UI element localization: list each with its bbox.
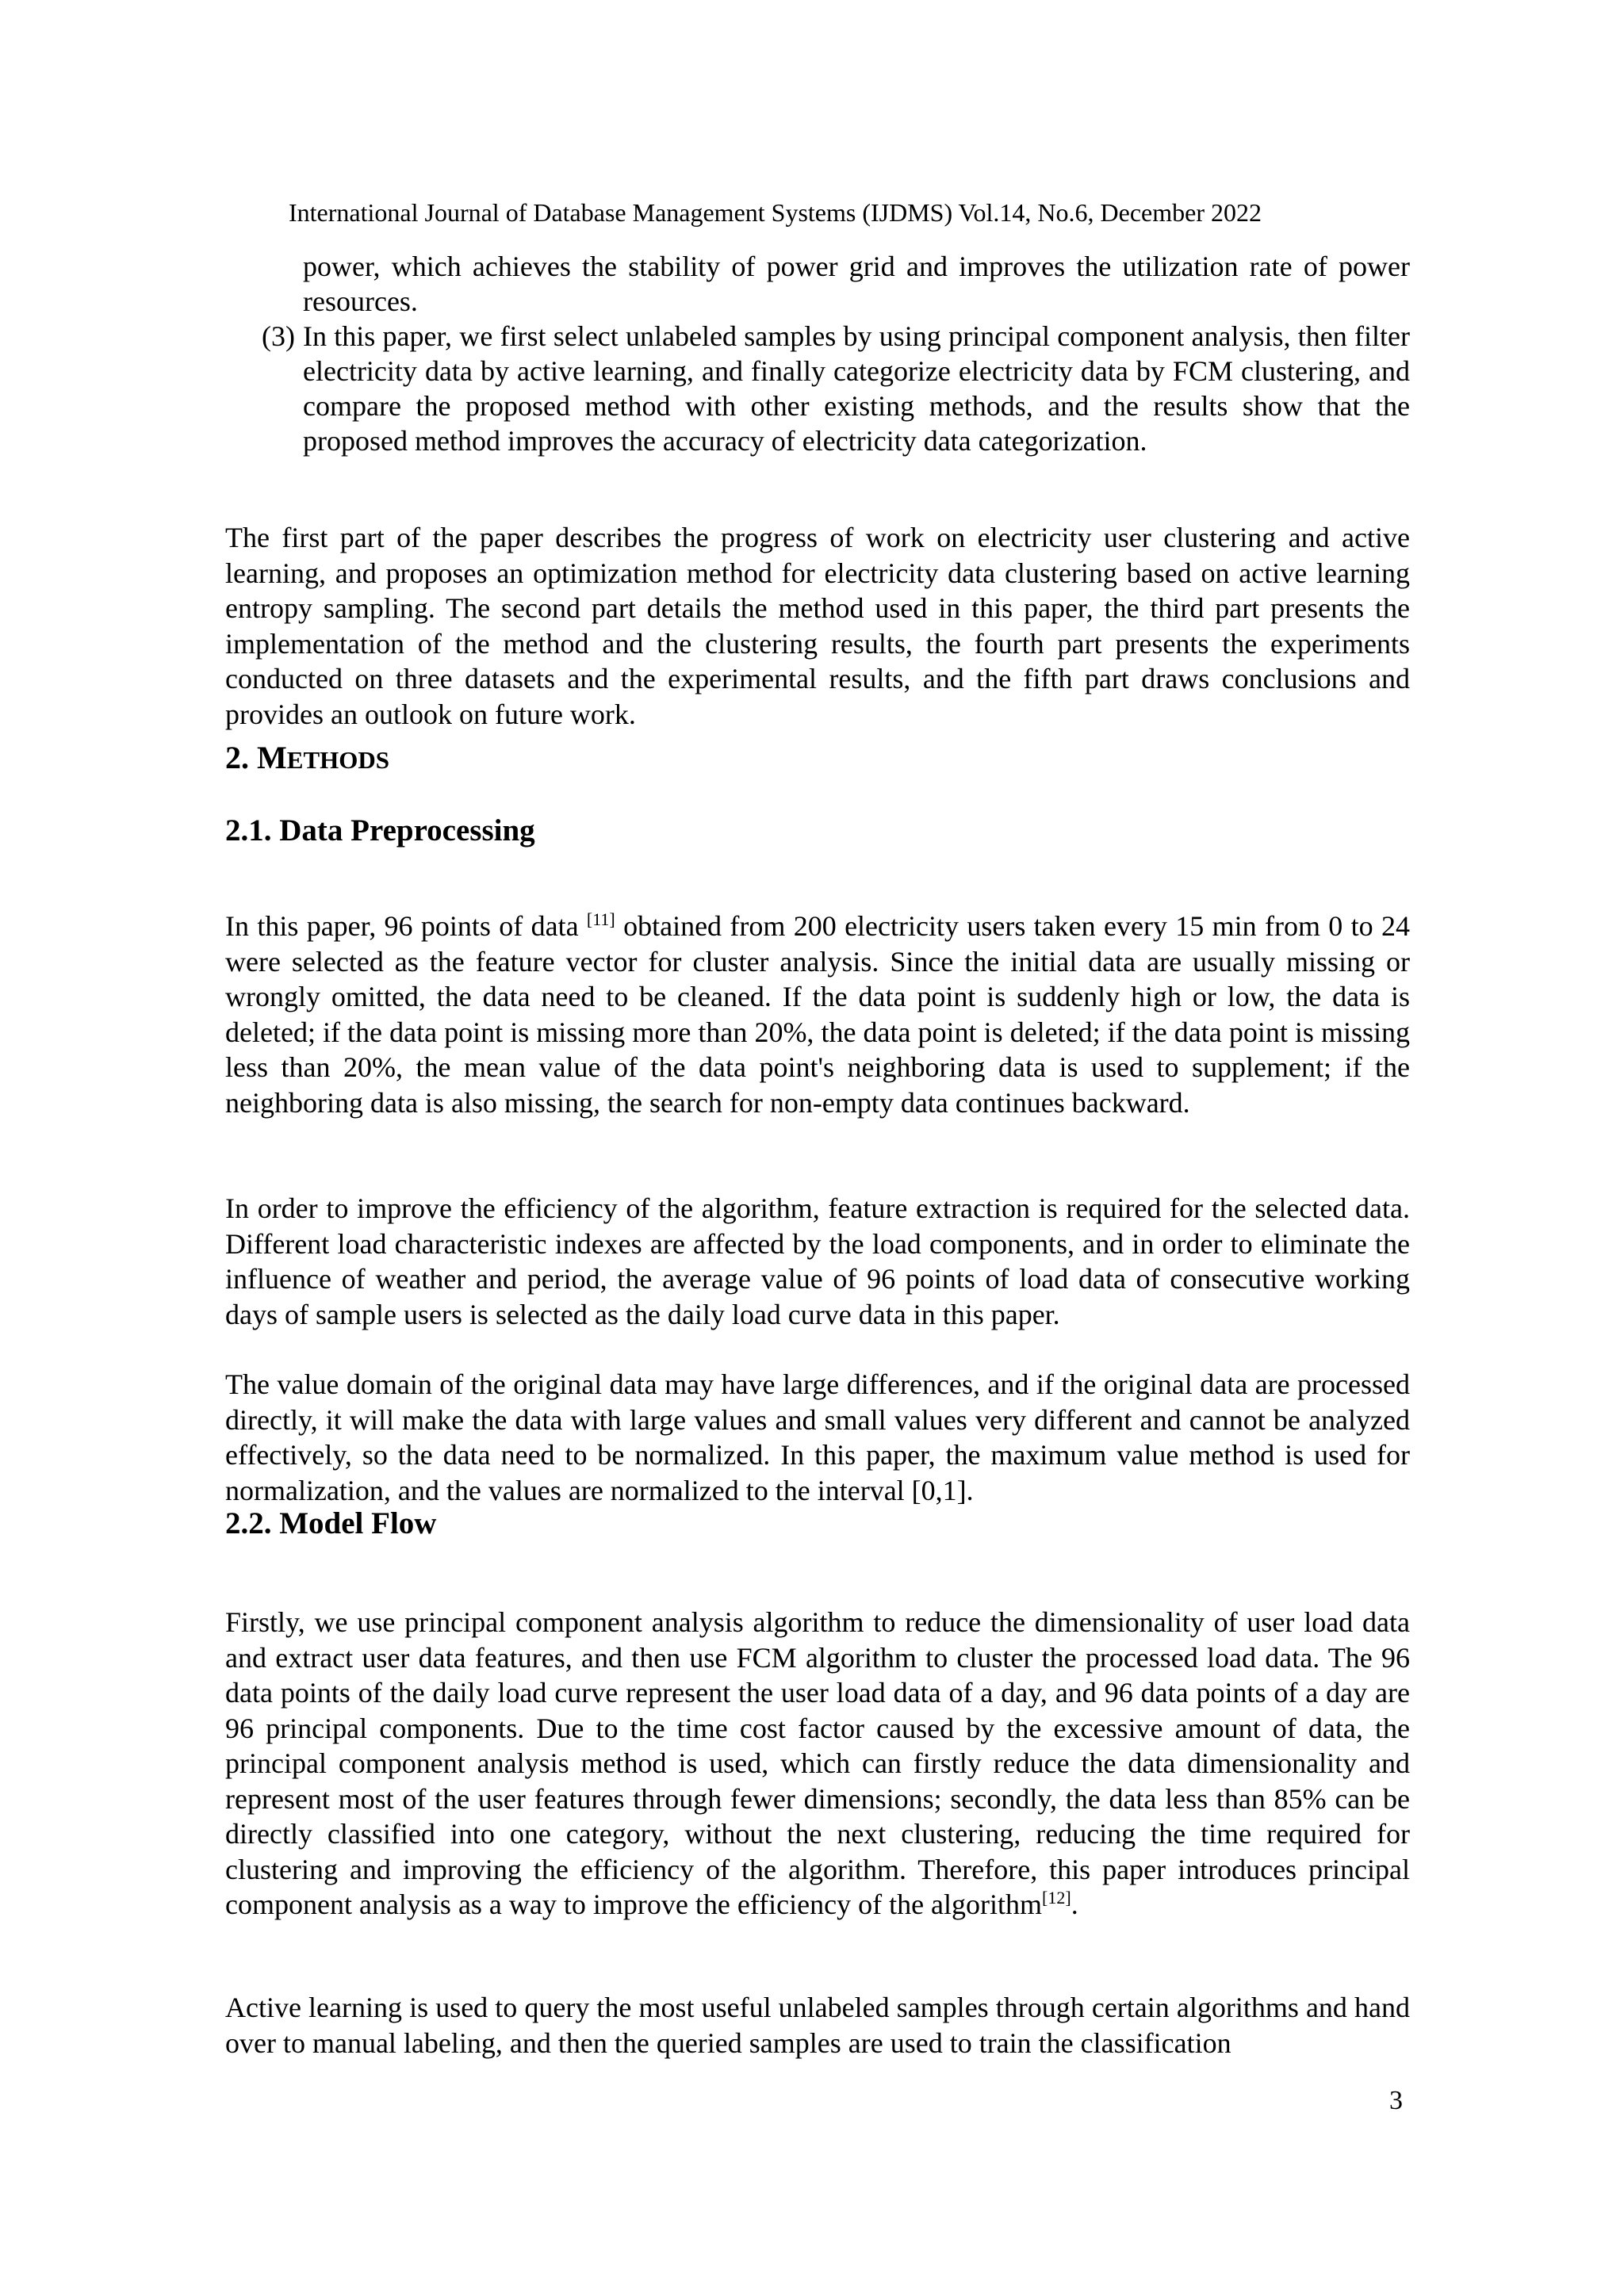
page-number: 3 xyxy=(1389,2086,1403,2115)
paragraph-text: obtained from 200 electricity users taken every 15 min from 0 to 24 were selected as the feature vector for cluster analysis. Since the initial data are usually missing or wrongly omitted, the data need to be cleaned. If the data point is suddenly high or low, the data is deleted; if the data point is missing more than 20%, the data point is deleted; if the data point is missing less than 20%, the mean value of the data point's neighboring data is used to supplement; if the neighboring data is also missing, the search for non-empty data continues backward. xyxy=(225,910,1410,1119)
overview-paragraph: The first part of the paper describes the progress of work on electricity user clustering and active learning, and proposes an optimization method for electricity data clustering based on active learning entropy sampling. The second part details the method used in this paper, the third part presents the implementation of the method and the clustering results, the fourth part presents the experiments conducted on three datasets and the experimental results, and the fifth part draws conclusions and provides an outlook on future work. xyxy=(225,522,1410,730)
paragraph-text: In this paper, 96 points of data xyxy=(225,910,587,942)
section-heading-methods xyxy=(225,739,1410,779)
paragraph-text: Firstly, we use principal component analysis algorithm to reduce the dimensionality of user load data and extract user data features, and then use FCM algorithm to cluster the processed load data. The 96 data points of the daily load curve represent the user load data of a day, and 96 data points of a day are 96 principal components. Due to the time cost factor caused by the excessive amount of data, the principal component analysis method is used, which can firstly reduce the data dimensionality and represent most of the user features through fewer dimensions; secondly, the data less than 85% can be directly classified into one category, without the next clustering, reducing the time required for clustering and improving the efficiency of the algorithm. Therefore, this paper introduces principal component analysis as a way to improve the efficiency of the algorithm xyxy=(225,1606,1410,1920)
section-title-rest: ETHODS xyxy=(286,746,389,774)
preprocessing-paragraph-2: In order to improve the efficiency of the algorithm, feature extraction is required for the selected data. Different load characteristic indexes are affected by the load components, and in order to eliminate the influence of weather and period, the average value of 96 points of load data of consecutive working days of sample users is selected as the daily load curve data in this paper. xyxy=(225,1192,1410,1330)
model-flow-paragraph-2: Active learning is used to query the most useful unlabeled samples through certain algorithms and hand over to manual labeling, and then the queried samples are used to train the classification xyxy=(225,1992,1410,2059)
list-item-number: (3) xyxy=(262,320,295,352)
running-header: International Journal of Database Management Systems (IJDMS) Vol.14, No.6, December 2022 xyxy=(289,198,1262,227)
citation: [12] xyxy=(1042,1888,1071,1908)
subsection-heading-data-preprocessing: 2.1. Data Preprocessing xyxy=(225,813,535,848)
paragraph-text: . xyxy=(1071,1888,1078,1920)
list-item-text: In this paper, we first select unlabeled samples by using principal component analysis, then filter electricity data by active learning, and finally categorize electricity data by FCM clustering, and compare the proposed method with other existing methods, and the results show that the proposed method improves the accuracy of electricity data categorization. xyxy=(303,320,1410,457)
citation: [11] xyxy=(586,909,615,929)
section-title-initial: M xyxy=(257,740,287,775)
preprocessing-paragraph-3: The value domain of the original data may have large differences, and if the original data are processed directly, it will make the data with large values and small values very different and cannot be analyzed effectively, so the data need to be normalized. In this paper, the maximum value method is used for normalization, and the values are normalized to the interval [0,1]. xyxy=(225,1368,1410,1506)
subsection-heading-model-flow: 2.2. Model Flow xyxy=(225,1506,437,1540)
list-item-continuation: power, which achieves the stability of power grid and improves the utilization rate of power resources. xyxy=(303,251,1410,317)
model-flow-paragraph-1 xyxy=(225,1605,1410,1923)
preprocessing-paragraph-1 xyxy=(225,909,1410,1120)
contribution-list xyxy=(225,249,1410,458)
list-item-3 xyxy=(225,319,1410,458)
section-number: 2. xyxy=(225,740,249,775)
